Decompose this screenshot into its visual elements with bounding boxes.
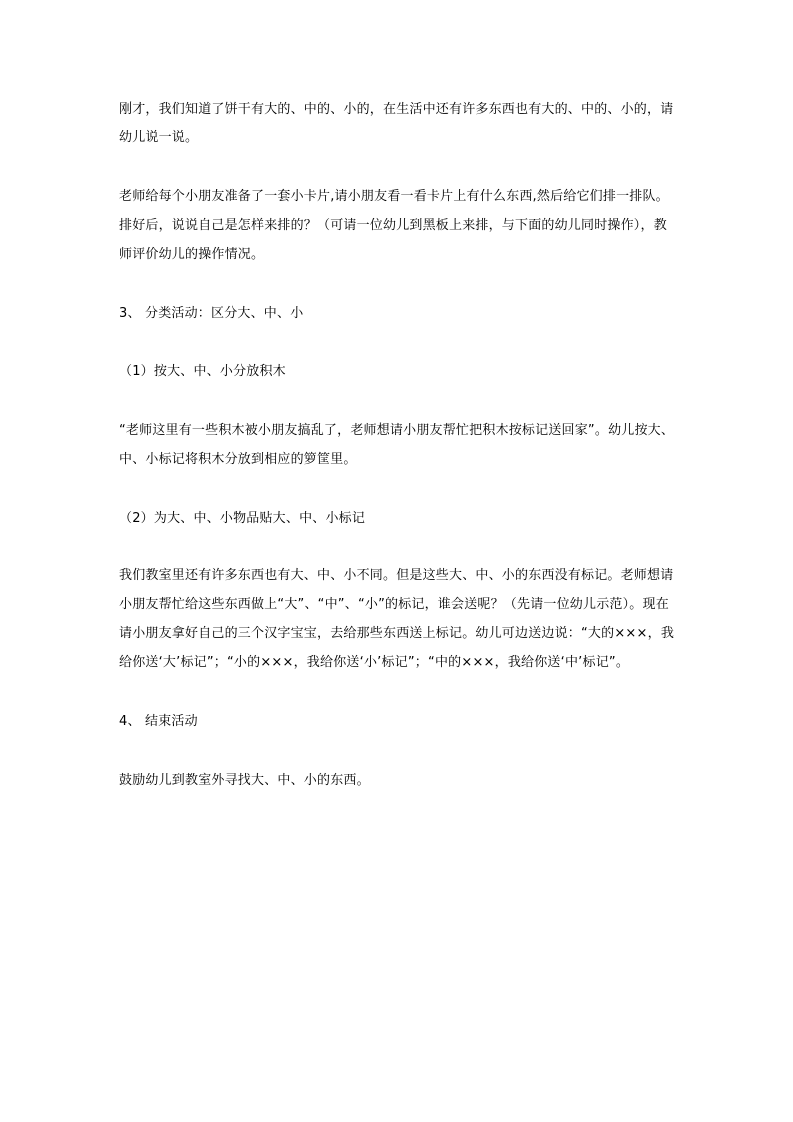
subheading-1: （1）按大、中、小分放积木 [119, 364, 286, 379]
section-heading-4: 4、 结束活动 [119, 714, 198, 729]
paragraph-2-line-3: 师评价幼儿的操作情况。 [119, 247, 265, 262]
closing-paragraph: 鼓励幼儿到教室外寻找大、中、小的东西。 [119, 773, 370, 788]
paragraph-5-line-2: 中、小标记将积木分放到相应的箩筐里。 [119, 452, 357, 467]
paragraph-2-line-2: 排好后，说说自己是怎样来排的？（可请一位幼儿到黑板上来排，与下面的幼儿同时操作），教 [119, 218, 667, 233]
paragraph-1-line-1: 刚才，我们知道了饼干有大的、中的、小的，在生活中还有许多东西也有大的、中的、小的，请 [119, 102, 674, 117]
paragraph-7-line-2: 小朋友帮忙给这些东西做上“大”、“中”、“小”的标记，谁会送呢？（先请一位幼儿示范）。现在 [119, 597, 669, 612]
paragraph-7-line-4: 给你送‘大’标记”；“小的×××，我给你送‘小’标记”；“中的×××，我给你送‘中’标记”。 [119, 655, 630, 670]
paragraph-7-line-1: 我们教室里还有许多东西也有大、中、小不同。但是这些大、中、小的东西没有标记。老师想请 [119, 568, 674, 583]
section-heading-3: 3、 分类活动：区分大、中、小 [119, 306, 304, 321]
paragraph-7-line-3: 请小朋友拿好自己的三个汉字宝宝，去给那些东西送上标记。幼儿可边送边说：“大的×××，我 [119, 626, 675, 641]
paragraph-5-line-1: “老师这里有一些积木被小朋友搞乱了，老师想请小朋友帮忙把积木按标记送回家”。幼儿按大、 [119, 423, 675, 438]
subheading-2: （2）为大、中、小物品贴大、中、小标记 [119, 511, 366, 526]
paragraph-1-line-2: 幼儿说一说。 [119, 130, 199, 145]
paragraph-2-line-1: 老师给每个小朋友准备了一套小卡片,请小朋友看一看卡片上有什么东西,然后给它们排一排队。 [119, 189, 669, 204]
